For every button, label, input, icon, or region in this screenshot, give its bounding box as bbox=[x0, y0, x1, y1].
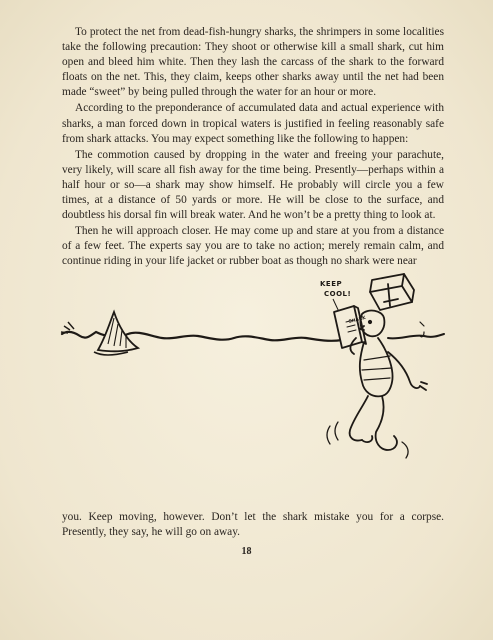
paragraph-continuation: you. Keep moving, however. Don’t let the shark mistake you for a corpse. Presently, they say, he will go on away. bbox=[62, 511, 444, 539]
book-label: SHARK bbox=[348, 315, 367, 325]
continuation-text bbox=[62, 510, 444, 540]
paragraph-4: Then he will approach closer. He may come up and stare at you from a distance of a few feet. The experts say you are to take no action; merely remain calm, and continue riding in your life jacket or rubber boat as though no shark were near bbox=[62, 225, 444, 268]
speech-cool: COOL! bbox=[324, 290, 352, 298]
swimmer-figure bbox=[327, 274, 427, 458]
body-text bbox=[62, 25, 444, 270]
page-number: 18 bbox=[241, 546, 252, 557]
paragraph-2: According to the preponderance of accumulated data and actual experience with sharks, a man forced down in tropical waters is justified in feeling reasonably safe from shark attacks. You may expect something like the following to happen: bbox=[62, 102, 444, 145]
swimmer-shark-illustration bbox=[58, 272, 448, 502]
speech-keep: KEEP bbox=[320, 280, 343, 288]
paragraph-3: The commotion caused by dropping in the water and freeing your parachute, very likely, will scare all fish away for the time being. Presently—perhaps within a half hour or so—a shark may show himself. He probably will circle you a few times, at a distance of 50 yards or more. He will be close to the surface, and doubtless his dorsal fin will break water. And he won’t be a pretty thing to look at. bbox=[62, 148, 444, 222]
paragraph-1: To protect the net from dead-fish-hungry sharks, the shrimpers in some localities take the following precaution: They shoot or otherwise kill a small shark, cut him open and bleed him white. Then they lash the carcass of the shark to the forward floats on the net. This, they claim, keeps other sharks away until the net had been made “sweet” by being pulled through the water for an hour or more. bbox=[62, 26, 444, 99]
